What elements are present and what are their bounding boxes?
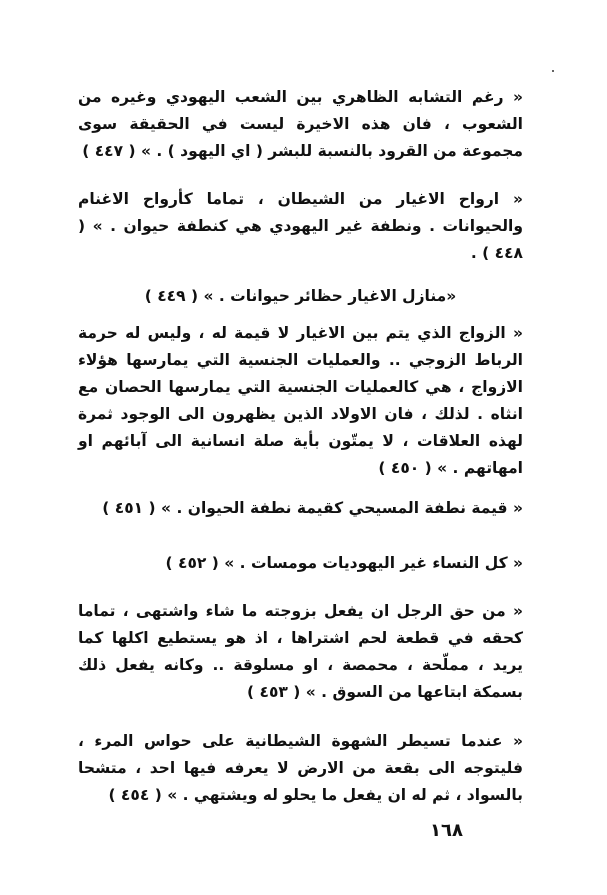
quote-452: « كل النساء غير اليهوديات مومسات . » ( ٤٥٢ )	[165, 554, 523, 572]
quote-447: « رغم التشابه الظاهري بين الشعب اليهودي وغيره من الشعوب ، فان هذه الاخيرة ليست في الحقيقة سوى مجموعة من القرود بالنسبة للبشر ( اي اليهود ) . » ( ٤٤٧ )	[78, 88, 523, 160]
quote-453: « من حق الرجل ان يفعل بزوجته ما شاء واشتهى ، تماما كحقه في قطعة لحم اشتراها ، اذ هو يستطيع اكلها كما يريد ، مملّحة ، محمصة ، او مسلوقة .. وكانه يفعل ذلك بسمكة ابتاعها من السوق . » ( ٤٥٣ )	[78, 602, 523, 701]
quote-451: « قيمة نطفة المسيحي كقيمة نطفة الحيوان . » ( ٤٥١ )	[102, 499, 523, 517]
page-number: ١٦٨	[430, 820, 463, 841]
quote-454: « عندما تسيطر الشهوة الشيطانية على حواس المرء ، فليتوجه الى بقعة من الارض لا يعرفه فيها احد ، متشحا بالسواد ، ثم له ان يفعل ما يحلو له ويشتهي . » ( ٤٥٤ )	[78, 732, 523, 804]
scan-speck	[552, 70, 554, 72]
quote-449: «منازل الاغيار حظائر حيوانات . » ( ٤٤٩ )	[144, 287, 457, 305]
quote-448: « ارواح الاغيار من الشيطان ، تماما كأرواح الاغنام والحيوانات . ونطفة غير اليهودي هي كنطفة حيوان . » ( ٤٤٨ ) .	[78, 190, 523, 262]
quote-450: « الزواج الذي يتم بين الاغيار لا قيمة له ، وليس له حرمة الرباط الزوجي .. والعمليات الجنسية التي يمارسها هؤلاء الازواج ، هي كالعمليات الجنسية التي يمارسها الحصان مع انثاه . لذلك ، فان الاولاد الذين يظهرون الى الوجود ثمرة لهذه العلاقات ، لا يمتّون بأية صلة انسانية الى آبائهم او امهاتهم . » ( ٤٥٠ )	[78, 324, 523, 477]
